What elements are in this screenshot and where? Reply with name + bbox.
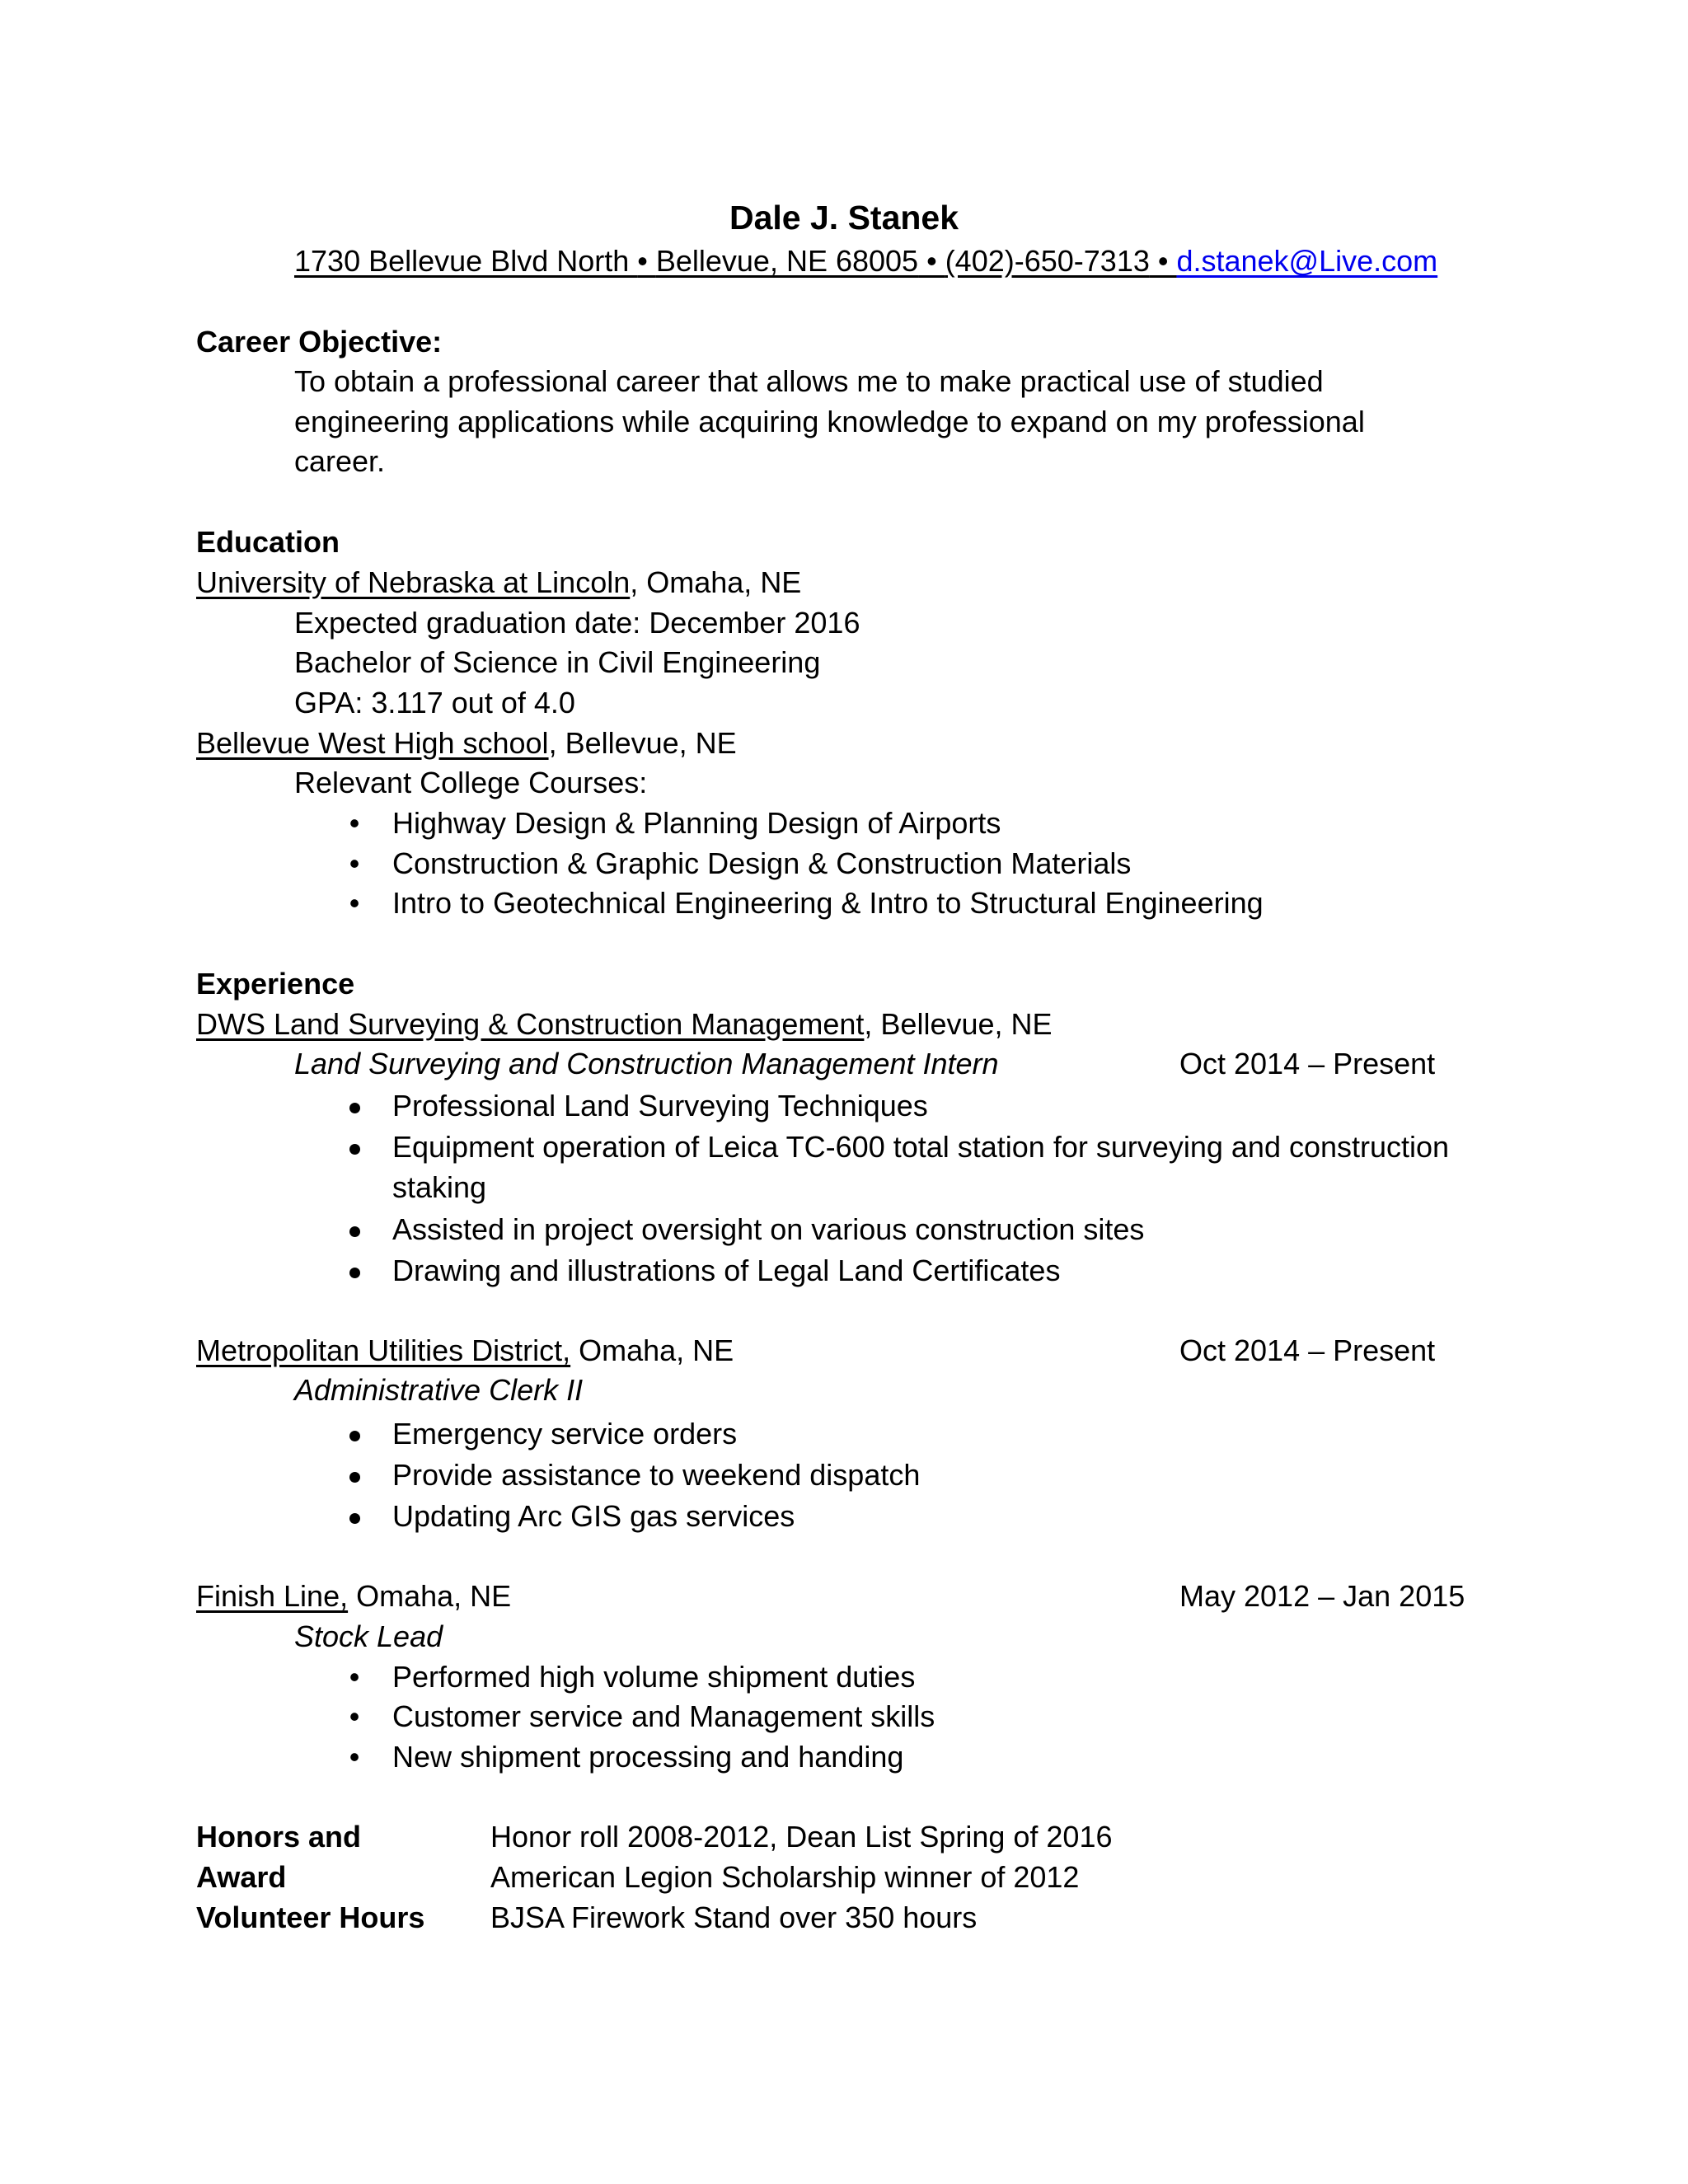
job-bullet: Drawing and illustrations of Legal Land Certificates — [392, 1254, 1061, 1287]
school-location: , Bellevue, NE — [548, 726, 737, 760]
contact-separator: • — [918, 244, 945, 278]
job-bullet: Professional Land Surveying Techniques — [392, 1089, 928, 1122]
bullet-icon — [342, 1457, 367, 1493]
objective-heading: Career Objective: — [196, 325, 443, 359]
bullet-icon: • — [349, 846, 360, 880]
experience-heading: Experience — [196, 967, 355, 1001]
contact-separator: • — [1149, 244, 1177, 278]
job-bullet: Provide assistance to weekend dispatch — [392, 1458, 921, 1492]
employer-line — [196, 1006, 1053, 1042]
job-dates: May 2012 – Jan 2015 — [1179, 1579, 1465, 1613]
course-item: Highway Design & Planning Design of Airports — [392, 806, 1001, 840]
job-bullet: Updating Arc GIS gas services — [392, 1499, 795, 1533]
education-detail: GPA: 3.117 out of 4.0 — [294, 686, 575, 719]
education-detail: Expected graduation date: December 2016 — [294, 606, 860, 640]
school-line — [196, 725, 737, 761]
bullet-icon: • — [349, 886, 360, 920]
honors-item: Honor roll 2008-2012, Dean List Spring of 2016 — [490, 1820, 1113, 1854]
email-link[interactable]: d.stanek@Live.com — [1176, 244, 1438, 278]
education-detail: Relevant College Courses: — [294, 766, 648, 799]
school-line — [196, 565, 801, 600]
volunteer-text: BJSA Firework Stand over 350 hours — [490, 1900, 978, 1934]
education-heading: Education — [196, 525, 340, 559]
job-dates: Oct 2014 – Present — [1179, 1333, 1436, 1367]
job-bullet: Assisted in project oversight on various construction sites — [392, 1212, 1145, 1246]
candidate-name: Dale J. Stanek — [729, 199, 959, 237]
contact-city: Bellevue, NE 68005 — [655, 244, 919, 278]
bullet-icon — [342, 1498, 367, 1534]
course-item: Construction & Graphic Design & Construction Materials — [392, 846, 1132, 880]
objective-line: career. — [294, 444, 386, 478]
employer-name: Metropolitan Utilities District, — [196, 1333, 571, 1367]
contact-address: 1730 Bellevue Blvd North — [294, 244, 638, 278]
school-name: University of Nebraska at Lincoln — [196, 565, 631, 599]
bullet-icon: • — [349, 1660, 360, 1694]
job-bullet-continuation: staking — [392, 1170, 487, 1204]
contact-phone: (402)-650-7313 — [945, 244, 1150, 278]
job-bullet: Equipment operation of Leica TC-600 total station for surveying and construction — [392, 1130, 1450, 1164]
education-detail: Bachelor of Science in Civil Engineering — [294, 645, 821, 679]
bullet-icon: • — [349, 1699, 360, 1733]
employer-line — [196, 1578, 511, 1614]
objective-line: engineering applications while acquiring knowledge to expand on my professional — [294, 405, 1365, 438]
honors-item: American Legion Scholarship winner of 2012 — [490, 1860, 1080, 1894]
employer-name: DWS Land Surveying & Construction Management — [196, 1007, 865, 1041]
employer-location: , Bellevue, NE — [864, 1007, 1053, 1041]
course-item: Intro to Geotechnical Engineering & Intro to Structural Engineering — [392, 886, 1264, 920]
job-title: Land Surveying and Construction Management Intern — [294, 1047, 999, 1080]
volunteer-label: Volunteer Hours — [196, 1900, 425, 1934]
bullet-icon — [342, 1212, 367, 1247]
job-title: Administrative Clerk II — [294, 1373, 584, 1407]
job-bullet: New shipment processing and handing — [392, 1740, 904, 1774]
employer-name: Finish Line, — [196, 1579, 349, 1613]
job-bullet: Emergency service orders — [392, 1417, 738, 1451]
job-bullet: Customer service and Management skills — [392, 1699, 935, 1733]
job-dates: Oct 2014 – Present — [1179, 1047, 1436, 1080]
bullet-icon — [342, 1416, 367, 1451]
bullet-icon: • — [349, 806, 360, 840]
school-name: Bellevue West High school — [196, 726, 549, 760]
honors-label: Honors and — [196, 1820, 362, 1854]
job-bullet: Performed high volume shipment duties — [392, 1660, 916, 1694]
objective-line: To obtain a professional career that allows me to make practical use of studied — [294, 364, 1324, 398]
job-title: Stock Lead — [294, 1619, 443, 1653]
contact-separator: • — [637, 244, 656, 278]
bullet-icon — [342, 1129, 367, 1165]
school-location: , Omaha, NE — [630, 565, 802, 599]
employer-location: Omaha, NE — [348, 1579, 512, 1613]
honors-label: Award — [196, 1860, 287, 1894]
bullet-icon — [342, 1253, 367, 1288]
employer-location: Omaha, NE — [570, 1333, 734, 1367]
employer-line — [196, 1333, 734, 1368]
contact-line — [294, 243, 1437, 279]
bullet-icon: • — [349, 1740, 360, 1774]
bullet-icon — [342, 1088, 367, 1123]
